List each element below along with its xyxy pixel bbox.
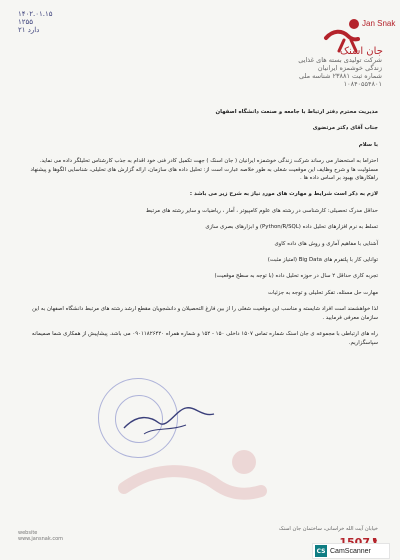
watermark-runner-icon	[100, 442, 300, 522]
website-label: website	[18, 530, 38, 536]
greeting: با سلام	[358, 141, 378, 148]
handwritten-note: ۲۱ دارد	[18, 26, 40, 34]
camscanner-badge	[312, 543, 390, 559]
address: خیابان آیت الله خراسانی، ساختمان جان اسنک	[278, 526, 378, 532]
camscanner-icon: CS	[315, 545, 327, 557]
company-line-1: شرکت تولیدی بسته های غذایی	[298, 56, 382, 64]
requirement-6: مهارت حل مسئله، تفکر تحلیلی و توجه به جزئیات	[267, 289, 378, 296]
paragraph-3: لذا خواهشمند است افراد شایسته و مناسب این موقعیت شغلی را از بین فارغ التحصیلان و دانشجویان مقطع ارشد رشته های مرتبط دانشگاه اصفهان به این سازمان معرفی فرمایید .	[32, 306, 378, 321]
signature-icon	[120, 392, 218, 442]
camscanner-label: CamScanner	[330, 547, 371, 555]
svg-text:Jan Snak: Jan Snak	[362, 19, 396, 28]
jan-snak-logo-icon	[320, 12, 396, 57]
paragraph-1: احتراما به استحضار می رساند شرکت زندگی خوشمزه ایرانیان ( جان اسنک ) جهت تکمیل کادر فنی خود اقدام به جذب کارشناس تحلیلگر داده می نماید. مسئولیت ها و شرح وظایف این موقعیت شغلی به طور خلاصه عبارت است از: تحلیل داده های سازمان، ارائه گزارش های تحلیلی، شناسایی الگوها و پیشنهاد راهکارهای بهبود بر اساس داده ها .	[30, 158, 378, 182]
svg-text:جان اسنک: جان اسنک	[340, 46, 383, 57]
salutation: جناب آقای دکتر مرتضوی	[312, 125, 378, 132]
company-info	[262, 56, 382, 88]
paragraph-2: لازم به ذکر است شرایط و مهارت های مورد نیاز به شرح زیر می باشد :	[189, 191, 378, 198]
company-line-3: شماره ثبت ۲۳۸۸۱ شناسه ملی ۱۰۸۴۰۵۵۴۸۰۱	[299, 72, 382, 88]
paragraph-4: راه های ارتباطی با مجموعه ی جان اسنک شماره تماس ۱۵۰۷ داخلی ۱۵۰ - ۱۵۲ و شماره همراه ۰۹۰۱۱۸۲۶۴۲۰ می باشد. پیشاپیش از همکاری شما صمیمانه سپاسگزاریم.	[31, 331, 378, 346]
requirement-2: تسلط به نرم افزارهای تحلیل داده (Python/R/SQL) و ابزارهای بصری سازی	[205, 224, 378, 231]
handwritten-date: ۱۴۰۲.۰۱.۱۵	[18, 10, 53, 18]
requirement-3: آشنایی با مفاهیم آماری و روش های داده کاوی	[274, 240, 378, 247]
recipient: مدیریت محترم دفتر ارتباط با جامعه و صنعت دانشگاه اصفهان	[215, 109, 378, 115]
company-line-2: زندگی خوشمزه ایرانیان	[317, 64, 382, 72]
requirement-4: توانایی کار با پلتفرم های Big Data (امتیاز مثبت)	[267, 257, 378, 264]
requirement-1: حداقل مدرک تحصیلی: کارشناسی در رشته های علوم کامپیوتر ، آمار ، ریاضیات و سایر رشته های مرتبط	[145, 207, 378, 214]
handwritten-number: ۱۲۵۵	[18, 18, 34, 26]
letter-body	[22, 108, 378, 355]
website-block	[18, 530, 63, 542]
requirement-5: تجربه کاری حداقل ۲ سال در حوزه تحلیل داده (با توجه به سطح موقعیت)	[214, 273, 378, 280]
company-logo	[262, 12, 396, 92]
website-url[interactable]: www.jansnak.com	[18, 536, 64, 542]
